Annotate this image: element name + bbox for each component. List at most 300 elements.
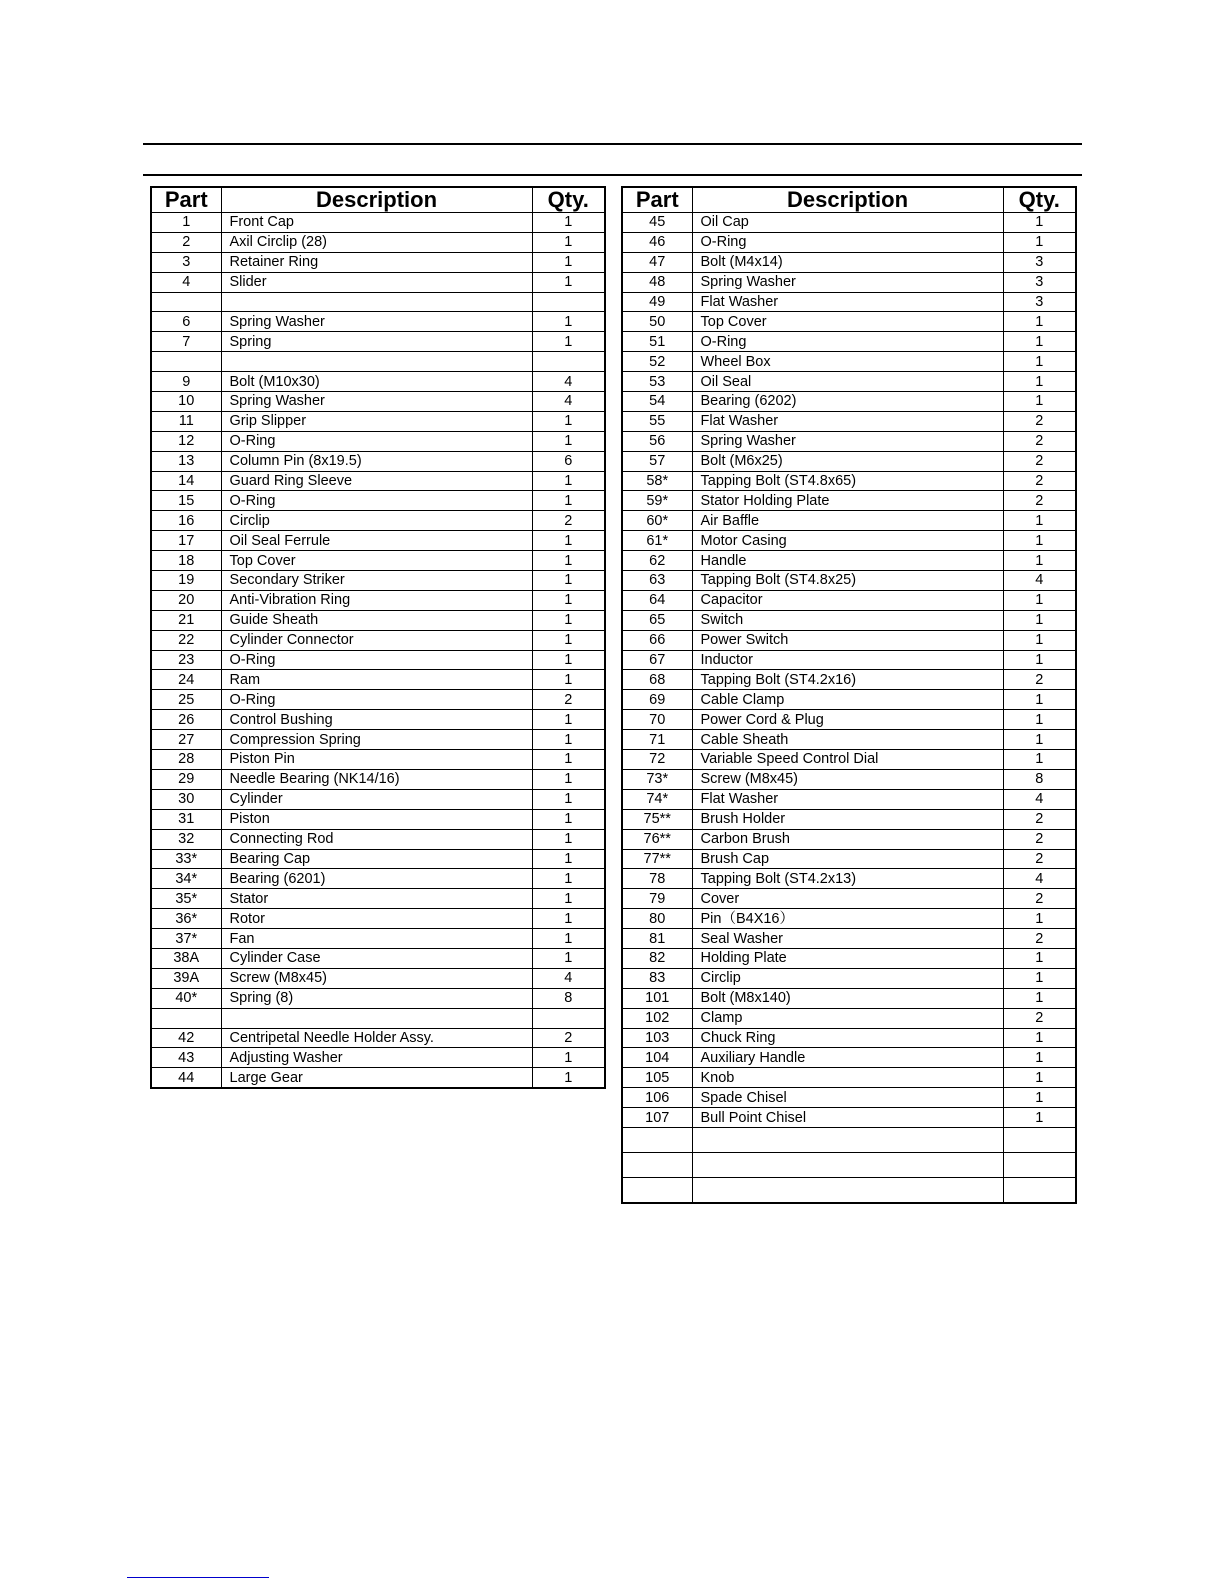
table-row [151, 431, 605, 451]
table-row [151, 312, 605, 332]
part-cell: 80 [622, 909, 692, 929]
description-cell: O-Ring [692, 232, 1003, 252]
description-column-header: Description [692, 187, 1003, 213]
qty-cell: 1 [1003, 630, 1076, 650]
part-cell: 15 [151, 491, 221, 511]
qty-cell: 4 [1003, 869, 1076, 889]
part-cell: 27 [151, 730, 221, 750]
qty-cell: 1 [532, 471, 605, 491]
description-cell: Retainer Ring [221, 252, 532, 272]
description-cell: Cylinder Case [221, 948, 532, 968]
table-row [151, 789, 605, 809]
description-cell: Screw (M8x45) [221, 968, 532, 988]
part-cell: 79 [622, 889, 692, 909]
qty-cell: 1 [532, 491, 605, 511]
qty-cell: 1 [1003, 1028, 1076, 1048]
description-cell: Spring Washer [221, 312, 532, 332]
qty-cell: 1 [532, 929, 605, 949]
part-cell: 46 [622, 232, 692, 252]
description-cell: Large Gear [221, 1068, 532, 1088]
table-row [151, 292, 605, 312]
description-cell: Compression Spring [221, 730, 532, 750]
blank-table-row [622, 1152, 1076, 1177]
table-row [622, 610, 1076, 630]
description-cell: Connecting Rod [221, 829, 532, 849]
table-row [151, 551, 605, 571]
qty-cell: 1 [1003, 372, 1076, 392]
table-row [622, 670, 1076, 690]
part-cell: 75** [622, 809, 692, 829]
description-cell: Switch [692, 610, 1003, 630]
part-cell: 11 [151, 411, 221, 431]
table-row [622, 332, 1076, 352]
description-cell: Holding Plate [692, 948, 1003, 968]
description-cell: Guide Sheath [221, 610, 532, 630]
qty-cell: 1 [532, 551, 605, 571]
qty-cell: 1 [532, 1048, 605, 1068]
qty-cell: 4 [532, 372, 605, 392]
qty-cell: 1 [532, 829, 605, 849]
qty-cell: 1 [532, 730, 605, 750]
qty-cell: 2 [532, 690, 605, 710]
description-cell: O-Ring [221, 690, 532, 710]
table-row [622, 272, 1076, 292]
table-row [622, 431, 1076, 451]
part-cell: 52 [622, 352, 692, 372]
table-row [622, 372, 1076, 392]
qty-cell: 1 [532, 750, 605, 770]
description-cell: Inductor [692, 650, 1003, 670]
part-cell [151, 352, 221, 372]
part-cell: 106 [622, 1088, 692, 1108]
table-row [151, 392, 605, 412]
description-cell: Spring [221, 332, 532, 352]
part-cell: 55 [622, 411, 692, 431]
description-cell: Guard Ring Sleeve [221, 471, 532, 491]
qty-cell: 1 [1003, 531, 1076, 551]
table-row [151, 272, 605, 292]
part-cell: 1 [151, 213, 221, 233]
qty-cell: 1 [532, 272, 605, 292]
table-row [151, 710, 605, 730]
qty-cell: 1 [532, 769, 605, 789]
part-cell: 36* [151, 909, 221, 929]
table-row [622, 789, 1076, 809]
description-cell: Seal Washer [692, 929, 1003, 949]
part-cell: 103 [622, 1028, 692, 1048]
table-row [622, 1108, 1076, 1128]
qty-cell: 1 [1003, 392, 1076, 412]
table-row [151, 471, 605, 491]
table-row [151, 948, 605, 968]
header-rule [143, 174, 1082, 176]
qty-cell: 1 [1003, 213, 1076, 233]
part-cell: 12 [151, 431, 221, 451]
table-row [622, 769, 1076, 789]
table-row [622, 909, 1076, 929]
table-row [151, 511, 605, 531]
table-row [622, 829, 1076, 849]
part-cell: 35* [151, 889, 221, 909]
blank-table-row [622, 1127, 1076, 1152]
part-cell: 39A [151, 968, 221, 988]
qty-cell: 1 [532, 650, 605, 670]
part-cell: 19 [151, 571, 221, 591]
part-cell: 44 [151, 1068, 221, 1088]
description-cell: Rotor [221, 909, 532, 929]
part-cell: 22 [151, 630, 221, 650]
table-row [622, 650, 1076, 670]
part-cell: 47 [622, 252, 692, 272]
part-cell: 13 [151, 451, 221, 471]
part-cell: 81 [622, 929, 692, 949]
description-cell: Tapping Bolt (ST4.2x13) [692, 869, 1003, 889]
description-cell: Bull Point Chisel [692, 1108, 1003, 1128]
description-cell: Cylinder [221, 789, 532, 809]
top-rule [143, 143, 1082, 145]
part-cell: 68 [622, 670, 692, 690]
part-cell: 23 [151, 650, 221, 670]
description-cell: Piston [221, 809, 532, 829]
qty-cell: 8 [532, 988, 605, 1008]
table-row [622, 869, 1076, 889]
qty-cell: 1 [1003, 730, 1076, 750]
qty-cell: 1 [1003, 710, 1076, 730]
qty-cell: 4 [532, 392, 605, 412]
qty-cell: 2 [1003, 849, 1076, 869]
part-cell: 45 [622, 213, 692, 233]
description-cell: Bolt (M8x140) [692, 988, 1003, 1008]
parts-table-right [621, 186, 1077, 1204]
part-cell: 31 [151, 809, 221, 829]
part-cell: 7 [151, 332, 221, 352]
description-cell: Stator Holding Plate [692, 491, 1003, 511]
description-cell: Power Cord & Plug [692, 710, 1003, 730]
description-cell: Flat Washer [692, 789, 1003, 809]
description-cell: Spring (8) [221, 988, 532, 1008]
description-cell: Cylinder Connector [221, 630, 532, 650]
description-cell: Bearing Cap [221, 849, 532, 869]
description-cell: Control Bushing [221, 710, 532, 730]
qty-cell: 6 [532, 451, 605, 471]
part-cell: 107 [622, 1108, 692, 1128]
part-cell: 74* [622, 789, 692, 809]
table-row [151, 630, 605, 650]
blank-cell [1003, 1177, 1076, 1203]
qty-cell: 1 [532, 232, 605, 252]
part-cell: 43 [151, 1048, 221, 1068]
description-cell: Ram [221, 670, 532, 690]
part-cell: 2 [151, 232, 221, 252]
table-row [622, 968, 1076, 988]
part-cell: 25 [151, 690, 221, 710]
qty-cell: 3 [1003, 272, 1076, 292]
qty-cell: 4 [1003, 789, 1076, 809]
part-column-header: Part [622, 187, 692, 213]
part-cell: 6 [151, 312, 221, 332]
part-cell: 38A [151, 948, 221, 968]
table-row [151, 909, 605, 929]
table-row [151, 1008, 605, 1028]
table-row [151, 988, 605, 1008]
part-cell: 21 [151, 610, 221, 630]
part-cell: 29 [151, 769, 221, 789]
description-cell: Spade Chisel [692, 1088, 1003, 1108]
part-cell: 77** [622, 849, 692, 869]
qty-cell: 1 [532, 809, 605, 829]
qty-cell: 1 [1003, 968, 1076, 988]
description-cell: Knob [692, 1068, 1003, 1088]
table-row [622, 511, 1076, 531]
parts-table-left-body [151, 213, 605, 1089]
description-cell: Anti-Vibration Ring [221, 590, 532, 610]
table-row [622, 352, 1076, 372]
part-cell: 14 [151, 471, 221, 491]
parts-table-left [150, 186, 606, 1089]
description-cell [221, 352, 532, 372]
qty-cell: 1 [532, 252, 605, 272]
part-cell: 76** [622, 829, 692, 849]
table-row [151, 411, 605, 431]
qty-cell: 2 [1003, 411, 1076, 431]
part-cell: 66 [622, 630, 692, 650]
qty-cell: 8 [1003, 769, 1076, 789]
table-row [622, 750, 1076, 770]
parts-table-right-body [622, 213, 1076, 1203]
table-row [622, 590, 1076, 610]
table-row [622, 730, 1076, 750]
qty-cell: 1 [1003, 312, 1076, 332]
qty-cell: 1 [532, 312, 605, 332]
part-cell: 101 [622, 988, 692, 1008]
table-row [151, 968, 605, 988]
table-row [151, 1048, 605, 1068]
table-row [151, 730, 605, 750]
description-cell: Wheel Box [692, 352, 1003, 372]
qty-cell: 1 [532, 411, 605, 431]
qty-cell: 1 [1003, 988, 1076, 1008]
description-column-header: Description [221, 187, 532, 213]
part-cell: 83 [622, 968, 692, 988]
qty-cell: 2 [1003, 431, 1076, 451]
qty-cell: 1 [1003, 948, 1076, 968]
qty-cell: 1 [1003, 909, 1076, 929]
description-cell: Tapping Bolt (ST4.2x16) [692, 670, 1003, 690]
description-cell: O-Ring [692, 332, 1003, 352]
description-cell: Bearing (6202) [692, 392, 1003, 412]
description-cell: Column Pin (8x19.5) [221, 451, 532, 471]
qty-cell: 1 [532, 531, 605, 551]
part-cell: 10 [151, 392, 221, 412]
part-cell: 58* [622, 471, 692, 491]
part-cell: 57 [622, 451, 692, 471]
description-cell: Bolt (M4x14) [692, 252, 1003, 272]
description-cell: Screw (M8x45) [692, 769, 1003, 789]
qty-cell: 1 [532, 948, 605, 968]
qty-cell: 4 [1003, 571, 1076, 591]
description-cell: Oil Seal Ferrule [221, 531, 532, 551]
description-cell: Motor Casing [692, 531, 1003, 551]
part-cell: 71 [622, 730, 692, 750]
table-row [622, 1068, 1076, 1088]
description-cell: Flat Washer [692, 292, 1003, 312]
table-row [622, 1028, 1076, 1048]
table-row [151, 491, 605, 511]
table-row [151, 769, 605, 789]
qty-cell: 1 [532, 869, 605, 889]
part-cell: 65 [622, 610, 692, 630]
table-row [151, 610, 605, 630]
table-row [151, 232, 605, 252]
description-cell: Slider [221, 272, 532, 292]
table-row [622, 630, 1076, 650]
qty-cell: 1 [532, 909, 605, 929]
table-row [622, 252, 1076, 272]
blank-cell [622, 1152, 692, 1177]
description-cell: Pin（B4X16） [692, 909, 1003, 929]
table-row [151, 650, 605, 670]
table-row [151, 929, 605, 949]
description-cell: Grip Slipper [221, 411, 532, 431]
table-row [622, 411, 1076, 431]
table-row [151, 690, 605, 710]
qty-cell: 1 [1003, 1088, 1076, 1108]
blank-cell [692, 1152, 1003, 1177]
qty-cell: 1 [1003, 1048, 1076, 1068]
part-cell: 78 [622, 869, 692, 889]
qty-cell [532, 292, 605, 312]
part-column-header: Part [151, 187, 221, 213]
description-cell: Bolt (M6x25) [692, 451, 1003, 471]
part-cell [151, 1008, 221, 1028]
description-cell: Spring Washer [692, 272, 1003, 292]
qty-cell: 1 [532, 610, 605, 630]
part-cell: 37* [151, 929, 221, 949]
qty-cell: 2 [1003, 670, 1076, 690]
part-cell: 17 [151, 531, 221, 551]
description-cell: Piston Pin [221, 750, 532, 770]
description-cell: Secondary Striker [221, 571, 532, 591]
description-cell: Bearing (6201) [221, 869, 532, 889]
table-row [622, 809, 1076, 829]
qty-cell: 2 [1003, 471, 1076, 491]
qty-cell: 2 [1003, 809, 1076, 829]
description-cell: Circlip [221, 511, 532, 531]
qty-cell: 2 [1003, 929, 1076, 949]
qty-cell: 1 [532, 332, 605, 352]
table-row [622, 948, 1076, 968]
description-cell: Variable Speed Control Dial [692, 750, 1003, 770]
description-cell: Centripetal Needle Holder Assy. [221, 1028, 532, 1048]
table-row [622, 232, 1076, 252]
table-row [622, 471, 1076, 491]
description-cell: Tapping Bolt (ST4.8x25) [692, 571, 1003, 591]
description-cell: Oil Cap [692, 213, 1003, 233]
part-cell: 3 [151, 252, 221, 272]
description-cell: Top Cover [692, 312, 1003, 332]
table-row [151, 451, 605, 471]
part-cell: 60* [622, 511, 692, 531]
qty-cell: 1 [532, 710, 605, 730]
table-row [151, 213, 605, 233]
part-cell: 61* [622, 531, 692, 551]
qty-cell: 1 [532, 849, 605, 869]
description-cell: Air Baffle [692, 511, 1003, 531]
part-cell: 70 [622, 710, 692, 730]
table-row [622, 929, 1076, 949]
part-cell: 56 [622, 431, 692, 451]
qty-cell: 2 [1003, 889, 1076, 909]
qty-cell: 1 [532, 889, 605, 909]
qty-cell: 1 [1003, 352, 1076, 372]
description-cell: Bolt (M10x30) [221, 372, 532, 392]
table-row [151, 889, 605, 909]
blank-cell [692, 1127, 1003, 1152]
qty-cell: 1 [1003, 750, 1076, 770]
description-cell: O-Ring [221, 431, 532, 451]
table-row [622, 1008, 1076, 1028]
table-row [151, 590, 605, 610]
qty-cell: 2 [1003, 491, 1076, 511]
table-header-row [151, 187, 605, 213]
qty-cell: 1 [1003, 1108, 1076, 1128]
table-row [151, 372, 605, 392]
qty-cell: 1 [532, 571, 605, 591]
qty-cell: 4 [532, 968, 605, 988]
qty-cell: 1 [532, 213, 605, 233]
qty-cell: 2 [532, 1028, 605, 1048]
footer-link-underline [127, 1577, 269, 1578]
blank-table-row [622, 1177, 1076, 1203]
description-cell: Front Cap [221, 213, 532, 233]
part-cell: 72 [622, 750, 692, 770]
table-row [622, 690, 1076, 710]
qty-cell: 2 [1003, 451, 1076, 471]
part-cell: 53 [622, 372, 692, 392]
part-cell: 73* [622, 769, 692, 789]
part-cell: 4 [151, 272, 221, 292]
table-row [151, 849, 605, 869]
part-cell: 50 [622, 312, 692, 332]
description-cell: Spring Washer [692, 431, 1003, 451]
part-cell: 67 [622, 650, 692, 670]
qty-cell: 2 [1003, 1008, 1076, 1028]
blank-cell [692, 1177, 1003, 1203]
part-cell: 48 [622, 272, 692, 292]
qty-cell: 2 [1003, 829, 1076, 849]
qty-cell: 2 [532, 511, 605, 531]
table-row [622, 292, 1076, 312]
part-cell: 42 [151, 1028, 221, 1048]
part-cell: 104 [622, 1048, 692, 1068]
table-row [151, 531, 605, 551]
qty-cell: 1 [1003, 610, 1076, 630]
blank-cell [1003, 1127, 1076, 1152]
description-cell: Capacitor [692, 590, 1003, 610]
description-cell: Flat Washer [692, 411, 1003, 431]
description-cell [221, 292, 532, 312]
table-row [151, 869, 605, 889]
qty-cell: 1 [532, 1068, 605, 1088]
part-cell: 54 [622, 392, 692, 412]
table-row [151, 670, 605, 690]
qty-cell: 1 [1003, 690, 1076, 710]
part-cell: 82 [622, 948, 692, 968]
qty-cell: 1 [1003, 511, 1076, 531]
part-cell: 20 [151, 590, 221, 610]
table-row [622, 392, 1076, 412]
blank-cell [1003, 1152, 1076, 1177]
